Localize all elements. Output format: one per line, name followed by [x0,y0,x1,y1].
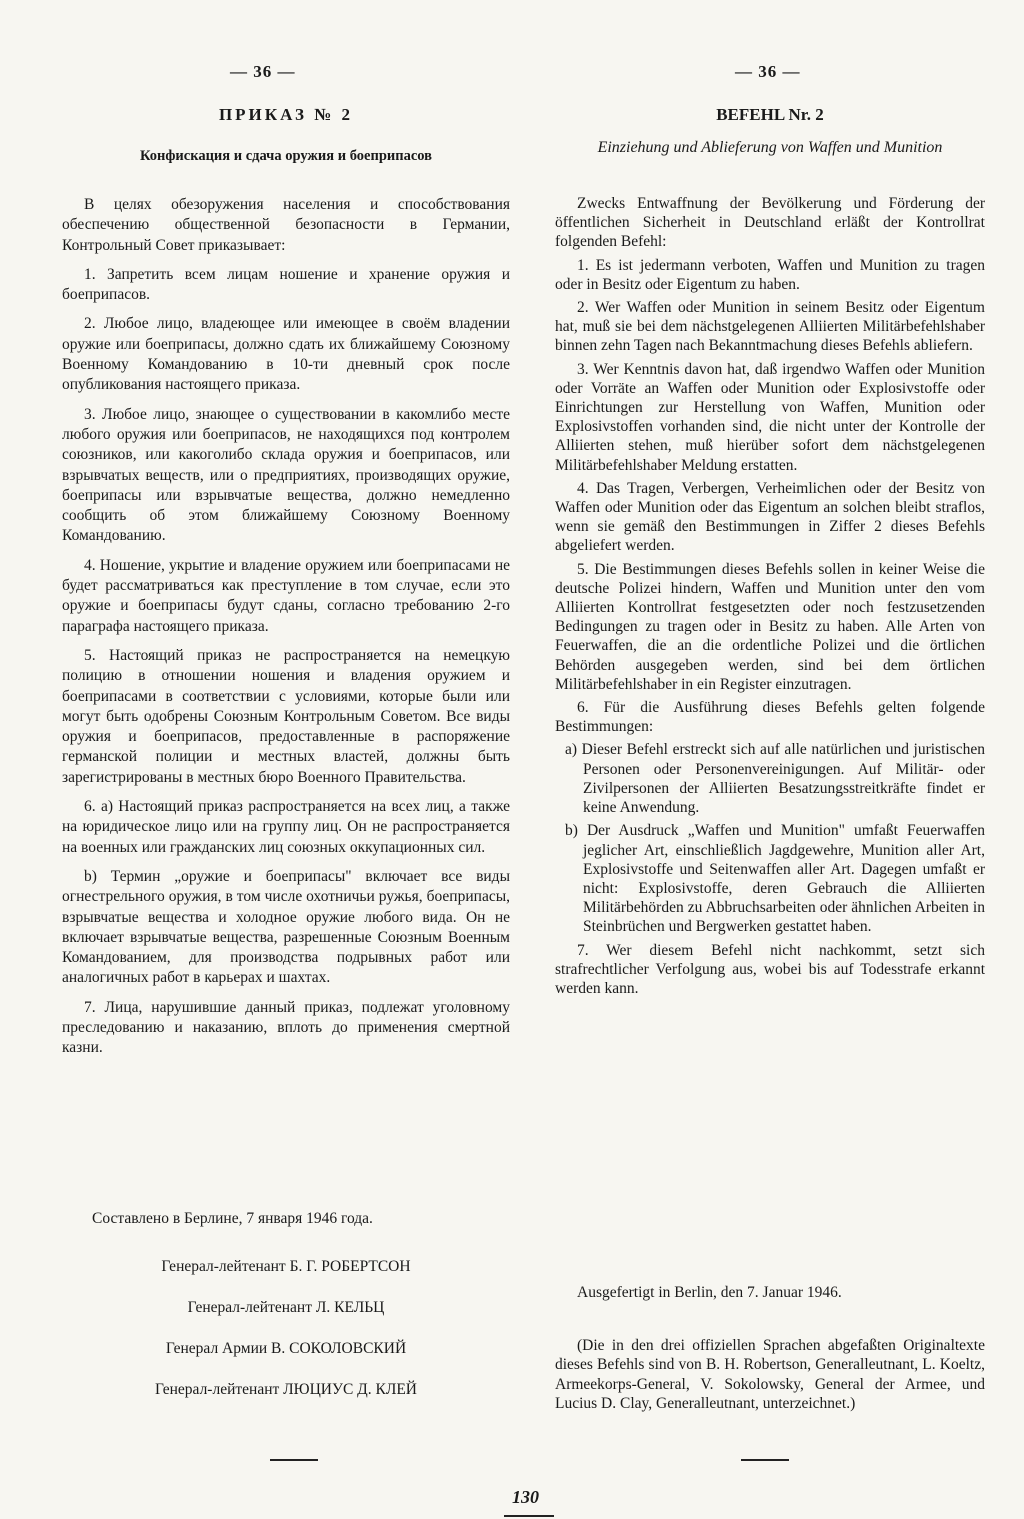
order-body-ru [62,195,510,1068]
paragraph-de-6: 6. Für die Ausführung dieses Befehls gelten folgende Bestimmungen: [555,699,985,736]
paragraph-ru-6b: b) Термин „оружие и боеприпасы" включает все виды огнестрельного оружия, в том числе охотничьи ружья, боеприпасы, взрывчатые вещества и холодное оружие любого вида. Он не включает взрывчатые вещества, разрешенные Союзным Военным Командованием, для производства подрывных работ или аналогичных работ в карьерах и шахтах. [62,867,510,987]
paragraph-de-2: 2. Wer Waffen oder Munition in seinem Besitz oder Eigentum hat, muß sie bei dem nächstgelegenen Alliierten Militärbefehlshaber binnen zehn Tagen nach Bekanntmachung dieses Befehls abliefern. [555,299,985,355]
paragraph-de-3: 3. Wer Kenntnis davon hat, daß irgendwo Waffen oder Munition oder Vorräte an Waffen oder Munition oder Explosivstoffe oder Einrichtungen zur Herstellung von Waffen, Munition oder Explosivstoffen vorhanden sind, die nicht unter der Kontrolle der Alliierten stehen, muß hierüber sofort dem nächstgelegenen Militärbefehlshaber Meldung erstatten. [555,360,985,474]
paragraph-de-6a: a) Dieser Befehl erstreckt sich auf alle natürlichen und juristischen Personen oder Personenvereinigungen. Auf Militär- oder Zivilpersonen der Alliierten Besatzungsstreitkräfte findet er keine Anwendung. [565,741,985,817]
paragraph-de-4: 4. Das Tragen, Verbergen, Verheimlichen oder der Besitz von Waffen oder Munition oder das Eigentum an solchen bleibt straflos, wenn sie gemäß den Bestimmungen in Ziffer 2 dieses Befehls abgeliefert werden. [555,479,985,555]
paragraph-de-intro: Zwecks Entwaffnung der Bevölkerung und Förderung der öffentlichen Sicherheit in Deutschland erläßt der Kontrollrat folgenden Befehl: [555,195,985,251]
closing-note-de: (Die in den drei offiziellen Sprachen abgefaßten Originaltexte dieses Befehls sind von B. H. Robertson, Generalleutnant, L. Koeltz, Armeekorps-General, V. Sokolowsky, General der Armee, und Lucius D. Clay, Generalleutnant, unterzeichnet.) [555,1337,985,1412]
footer-underline [504,1515,554,1517]
paragraph-ru-intro: В целях обезоружения населения и способствования обеспечению общественной безопасности в Германии, Контрольный Совет приказывает: [62,196,510,254]
page-number-ru: — 36 — [230,62,296,81]
paragraph-ru-6a: 6. а) Настоящий приказ распространяется на всех лиц, а также на юридическое лицо или на группу лиц. Он не распространяется на военных или гражданских лиц союзных оккупационных сил. [62,798,510,856]
paragraph-ru-1: 1. Запретить всем лицам ношение и хранение оружия и боеприпасов. [62,265,510,304]
footer-page-number: 130 [512,1487,539,1507]
order-title-de: BEFEHL Nr. 2 [716,105,824,124]
closing-block-de [555,1283,985,1413]
paragraph-ru-2: 2. Любое лицо, владеющее или имеющее в своём владении оружие или боеприпасы, должно сдать их ближайшему Союзному Военному Командованию в 10-ти дневный срок после опубликования настоящего приказа. [62,315,510,394]
signature-koeltz: Генерал-лейтенант Л. КЕЛЬЦ [187,1299,385,1316]
divider-ru [270,1459,318,1461]
order-subtitle-de: Einziehung und Ablieferung von Waffen und Munition [597,139,943,156]
paragraph-de-5: 5. Die Bestimmungen dieses Befehls sollen in keiner Weise die deutsche Polizei hindern, Waffen und Munition unter den vom Alliierten Kontrollrat festgesetzten oder noch festzusetzenden Bedingungen zu tragen oder in Besitz zu haben. Alle Arten von Feuerwaffen, die an die ordentliche Polizei und die örtlichen Behörden ausgegeben werden, sind bei dem örtlichen Militärbefehlshaber in ein Register einzutragen. [555,560,985,693]
order-title-ru: ПРИКАЗ № 2 [218,105,354,124]
divider-de [741,1459,789,1461]
paragraph-de-7: 7. Wer diesem Befehl nicht nachkommt, setzt sich strafrechtlicher Verfolgung aus, wobei bis auf Todesstrafe erkannt werden kann. [555,941,985,997]
signature-robertson: Генерал-лейтенант Б. Г. РОБЕРТСОН [161,1258,411,1275]
signature-sokolovsky: Генерал Армии В. СОКОЛОВСКИЙ [165,1340,407,1357]
page-number-de: — 36 — [735,62,801,81]
paragraph-ru-3: 3. Любое лицо, знающее о существовании в какомлибо месте любого оружия или боеприпасов, не находящихся под контролем союзников, или какоголибо склада оружия и боеприпасов, или взрывчатых веществ, или о предприятиях, производящих оружие, боеприпасы или взрывчатые вещества, должно немедленно сообщить об этом ближайшему Союзному Военному Командованию. [62,405,510,545]
paragraph-de-1: 1. Es ist jedermann verboten, Waffen und Munition zu tragen oder in Besitz oder Eigentum zu haben. [555,256,985,293]
order-body-de [555,194,985,1002]
paragraph-ru-5: 5. Настоящий приказ не распространяется на немецкую полицию в отношении ношения и владения оружием и боеприпасами в соответствии с условиями, которые были или могут быть одобрены Союзным Контрольным Советом. Все виды оружия и боеприпасов, предоставленные в распоряжение германской полиции и местных властей, должны быть зарегистрированы в местных бюро Военного Правительства. [62,646,510,786]
made-in-de: Ausgefertigt in Berlin, den 7. Januar 1946. [577,1284,842,1301]
signature-block-ru [62,1210,510,1422]
made-in-ru: Составлено в Берлине, 7 января 1946 года. [92,1210,373,1227]
paragraph-de-6b: b) Der Ausdruck „Waffen und Munition" umfaßt Feuerwaffen jeglicher Art, einschließlich Jagdgewehre, Munition aller Art, Explosivstoffe und Seitenwaffen aller Art. Dagegen umfaßt er nicht: Explosivstoffe, deren Gebrauch die Alliierten Militärbehörden zu Abbruchsarbeiten oder ähnlichen Arbeiten in Steinbrüchen und Bergwerken gestattet haben. [565,822,985,936]
paragraph-ru-7: 7. Лица, нарушившие данный приказ, подлежат уголовному преследованию и наказанию, вплоть до применения смертной казни. [62,998,510,1057]
paragraph-ru-4: 4. Ношение, укрытие и владение оружием или боеприпасами не будет рассматриваться как преступление в том случае, если это оружие и боеприпасы будут сданы, согласно требованию 2-го параграфа настоящего приказа. [62,556,510,635]
signature-clay: Генерал-лейтенант ЛЮЦИУС Д. КЛЕЙ [154,1381,418,1398]
order-subtitle-ru: Конфискация и сдача оружия и боеприпасов [139,148,433,164]
